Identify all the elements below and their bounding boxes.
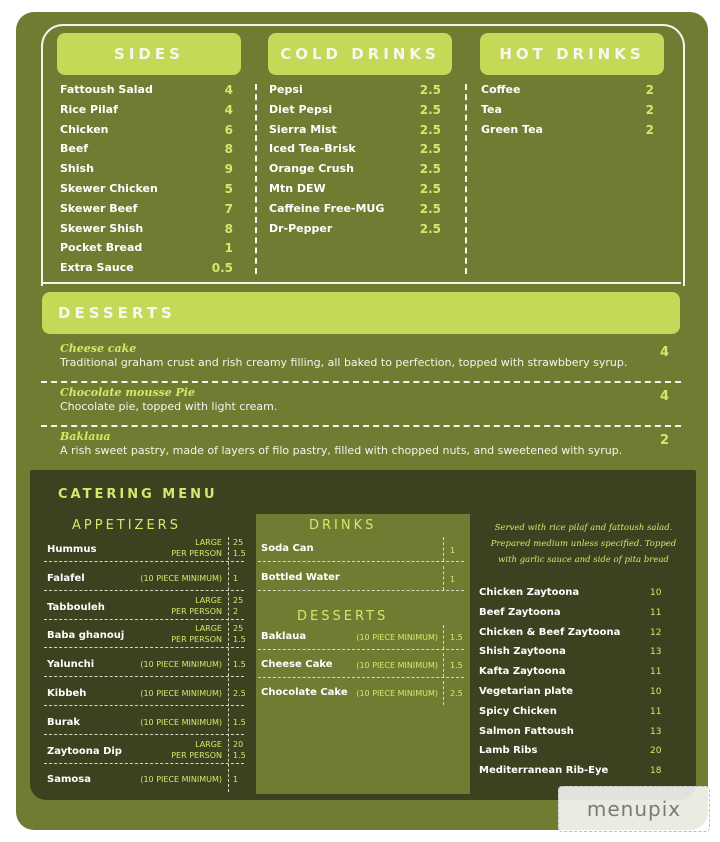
appetizer-column-divider <box>228 537 229 792</box>
entree-price: 13 <box>650 647 662 658</box>
sides-header: SIDES <box>57 33 241 75</box>
entree-price: 18 <box>650 766 662 777</box>
appetizer-price: 1.5 <box>233 549 246 558</box>
watermark-logo: menupix <box>558 786 710 832</box>
dessert-price: 4 <box>660 389 670 404</box>
dessert-name: Cheese cake <box>60 342 137 355</box>
appetizer-size: LARGE <box>195 624 222 634</box>
cold-drinks-item-name: Sierra Mist <box>269 122 337 136</box>
entree-name: Shish Zaytoona <box>479 646 566 658</box>
cold-drinks-item-name: Pepsi <box>269 83 303 96</box>
entree-name: Chicken & Beef Zaytoona <box>479 626 621 638</box>
column-divider <box>443 537 444 561</box>
sides-item-name: Shish <box>60 162 94 176</box>
catering-drink-name: Soda Can <box>261 543 314 554</box>
hot-drinks-item-name: Coffee <box>481 83 521 96</box>
row-divider <box>44 647 244 648</box>
appetizer-size: PER PERSON <box>171 606 222 616</box>
appetizer-size: (10 PIECE MINIMUM) <box>140 573 222 583</box>
hot-drinks-header: HOT DRINKS <box>480 33 664 75</box>
appetizer-name: Hummus <box>47 544 97 555</box>
cold-drinks-item-price: 2.5 <box>419 201 441 216</box>
cold-drinks-item-price: 2.5 <box>419 83 441 97</box>
appetizer-size: (10 PIECE MINIMUM) <box>140 775 222 785</box>
sides-item-price: 8 <box>224 221 233 236</box>
appetizer-price: 2.5 <box>233 689 246 698</box>
sides-item-name: Beef <box>60 142 89 156</box>
catering-dessert-name: Baklaua <box>261 631 307 642</box>
cold-drinks-item-price: 2.5 <box>419 221 441 236</box>
dessert-name: Baklaua <box>60 430 111 443</box>
catering-dessert-price: 1.5 <box>450 633 463 642</box>
column-divider <box>443 681 444 705</box>
row-divider <box>44 619 244 620</box>
row-divider <box>44 676 244 677</box>
cold-drinks-item-price: 2.5 <box>419 102 441 117</box>
hot-drinks-item-name: Tea <box>481 102 502 116</box>
appetizer-size: PER PERSON <box>171 549 222 558</box>
row-divider <box>44 734 244 735</box>
entree-name: Beef Zaytoona <box>479 606 561 618</box>
appetizer-size: (10 PIECE MINIMUM) <box>140 689 222 698</box>
cold-drinks-item-name: Orange Crush <box>269 162 354 176</box>
sides-item-price: 0.5 <box>211 261 233 276</box>
row-divider <box>258 590 464 591</box>
sides-item-price: 1 <box>224 241 233 256</box>
hot-drinks-item-name: Green Tea <box>481 122 543 136</box>
catering-dessert-size: (10 PIECE MINIMUM) <box>356 633 438 642</box>
sides-item-name: Chicken <box>60 122 109 136</box>
entree-price: 11 <box>650 667 662 678</box>
cold-drinks-header: COLD DRINKS <box>268 33 452 75</box>
column-divider <box>443 566 444 590</box>
catering-dessert-size: (10 PIECE MINIMUM) <box>356 689 438 698</box>
appetizer-size: (10 PIECE MINIMUM) <box>140 660 222 670</box>
cold-drinks-item-price: 2.5 <box>419 162 441 177</box>
cold-drinks-item-name: Diet Pepsi <box>269 102 333 116</box>
row-divider <box>44 561 244 562</box>
column-separator <box>255 84 257 274</box>
sides-item-price: 4 <box>224 83 233 97</box>
sides-item-price: 7 <box>224 201 233 216</box>
entree-price: 11 <box>650 607 662 618</box>
entree-price: 12 <box>650 627 662 638</box>
appetizer-price: 25 <box>233 538 244 547</box>
row-divider <box>44 590 244 591</box>
appetizer-price: 1.5 <box>233 635 246 645</box>
appetizer-name: Tabbouleh <box>47 601 105 613</box>
dessert-desc: Traditional graham crust and rish creamy filling, all baked to perfection, topped with strawbbery syrup. <box>60 356 628 369</box>
appetizer-name: Burak <box>47 716 81 728</box>
appetizer-size: LARGE <box>195 538 222 547</box>
desserts-header: DESSERTS <box>42 292 680 334</box>
column-divider <box>443 653 444 677</box>
column-divider <box>443 625 444 649</box>
hot-drinks-item-price: 2 <box>645 122 654 137</box>
hot-drinks-item-price: 2 <box>645 102 654 117</box>
appetizer-name: Falafel <box>47 572 85 584</box>
catering-dessert-price: 2.5 <box>450 689 463 698</box>
cold-drinks-item-name: Caffeine Free-MUG <box>269 201 385 215</box>
appetizer-size: PER PERSON <box>171 635 222 645</box>
appetizer-price: 20 <box>233 739 244 749</box>
cold-drinks-item-price: 2.5 <box>419 142 441 157</box>
catering-dessert-name: Cheese Cake <box>261 659 333 670</box>
entree-name: Mediterranean Rib-Eye <box>479 765 609 777</box>
entree-price: 10 <box>650 588 662 598</box>
sides-item-name: Skewer Beef <box>60 201 138 215</box>
divider <box>41 381 681 383</box>
entree-name: Vegetarian plate <box>479 686 574 697</box>
appetizer-price: 25 <box>233 595 244 605</box>
catering-dessert-price: 1.5 <box>450 661 463 670</box>
sides-item-price: 6 <box>224 122 233 137</box>
catering-drink-name: Bottled Water <box>261 572 340 583</box>
sides-item-price: 9 <box>224 162 233 177</box>
row-divider <box>258 677 464 678</box>
catering-dessert-name: Chocolate Cake <box>261 687 348 698</box>
dessert-price: 4 <box>660 345 670 360</box>
sides-item-name: Extra Sauce <box>60 261 134 275</box>
entree-name: Kafta Zaytoona <box>479 666 566 678</box>
appetizer-price: 1.5 <box>233 750 246 760</box>
appetizer-price: 1 <box>233 573 239 583</box>
catering-note: Served with rice pilaf and fattoush salad. Prepared medium unless specified. Topped with garlic sauce and side of pita bread <box>490 523 677 565</box>
entree-price: 11 <box>650 706 662 717</box>
catering-drinks-header: DRINKS <box>309 518 377 533</box>
sides-item-name: Pocket Bread <box>60 241 143 255</box>
sides-item-price: 8 <box>224 142 233 157</box>
appetizers-header: APPETIZERS <box>72 518 181 533</box>
appetizer-price: 1 <box>233 775 239 785</box>
catering-drink-price: 1 <box>450 575 456 584</box>
appetizer-name: Zaytoona Dip <box>47 745 122 757</box>
appetizer-name: Yalunchi <box>47 659 95 671</box>
entree-name: Salmon Fattoush <box>479 725 574 737</box>
dessert-desc: Chocolate pie, topped with light cream. <box>60 400 278 413</box>
entree-name: Spicy Chicken <box>479 705 557 717</box>
dessert-name: Chocolate mousse Pie <box>60 386 195 399</box>
entree-name: Chicken Zaytoona <box>479 587 580 598</box>
appetizer-price: 2 <box>233 606 239 616</box>
appetizer-size: LARGE <box>195 739 222 749</box>
cold-drinks-item-name: Dr-Pepper <box>269 221 333 235</box>
appetizer-size: PER PERSON <box>171 750 222 760</box>
entree-price: 20 <box>650 746 662 757</box>
cold-drinks-item-name: Iced Tea-Brisk <box>269 142 356 156</box>
row-divider <box>258 561 464 562</box>
entree-price: 13 <box>650 726 662 737</box>
appetizer-name: Baba ghanouj <box>47 630 125 642</box>
appetizer-price: 1.5 <box>233 717 246 727</box>
catering-title: CATERING MENU <box>58 487 218 502</box>
divider <box>41 425 681 427</box>
cold-drinks-item-price: 2.5 <box>419 182 441 196</box>
entree-name: Lamb Ribs <box>479 745 538 757</box>
hot-drinks-item-price: 2 <box>645 83 654 97</box>
catering-desserts-header: DESSERTS <box>297 609 389 624</box>
appetizer-name: Samosa <box>47 774 91 786</box>
top-frame-bottom <box>41 282 681 284</box>
appetizer-price: 1.5 <box>233 660 246 670</box>
entree-price: 10 <box>650 687 662 697</box>
appetizer-name: Kibbeh <box>47 688 87 699</box>
column-separator <box>465 84 467 274</box>
row-divider <box>44 705 244 706</box>
row-divider <box>258 649 464 650</box>
appetizer-price: 25 <box>233 624 244 634</box>
sides-item-name: Skewer Shish <box>60 221 144 235</box>
catering-drink-price: 1 <box>450 546 456 555</box>
sides-item-price: 5 <box>224 182 233 196</box>
sides-item-name: Fattoush Salad <box>60 83 153 96</box>
sides-item-price: 4 <box>224 102 233 117</box>
catering-dessert-size: (10 PIECE MINIMUM) <box>356 661 438 670</box>
sides-item-name: Rice Pilaf <box>60 102 118 116</box>
dessert-price: 2 <box>660 433 670 448</box>
sides-item-name: Skewer Chicken <box>60 182 158 195</box>
appetizer-size: (10 PIECE MINIMUM) <box>140 717 222 727</box>
cold-drinks-item-price: 2.5 <box>419 122 441 137</box>
cold-drinks-item-name: Mtn DEW <box>269 182 326 195</box>
dessert-desc: A rish sweet pastry, made of layers of filo pastry, filled with chopped nuts, and sweetened with syrup. <box>60 444 623 457</box>
appetizer-size: LARGE <box>195 595 222 605</box>
row-divider <box>44 763 244 764</box>
catering-drinks-box <box>256 514 470 794</box>
